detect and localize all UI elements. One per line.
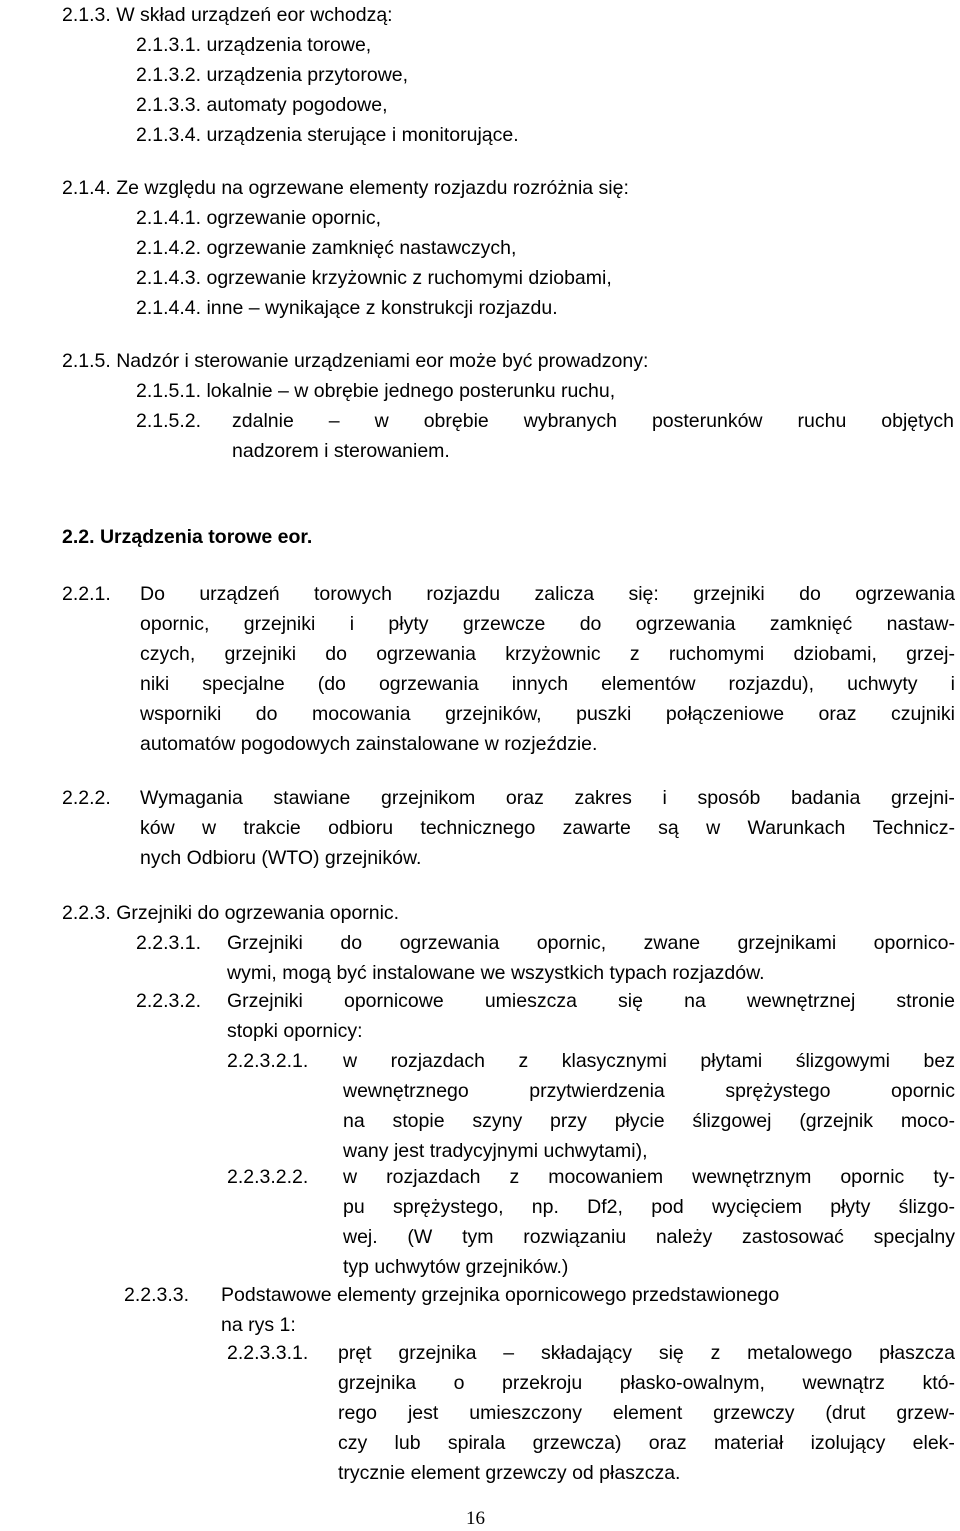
word: w xyxy=(201,817,217,839)
word: któ- xyxy=(922,1372,955,1394)
word: ślizgowymi xyxy=(795,1050,890,1072)
word: zawarte xyxy=(562,817,631,839)
word: opornic, xyxy=(536,932,607,954)
sublist-item-line xyxy=(343,1222,955,1252)
word: opornic xyxy=(891,1080,955,1102)
word: z xyxy=(509,1166,520,1188)
word: są xyxy=(658,817,679,839)
word: zwane xyxy=(643,932,701,954)
word: wybranych xyxy=(523,410,617,432)
word: grzew- xyxy=(896,1402,955,1424)
word: grzejniki xyxy=(224,643,297,665)
word: rozwiązaniu xyxy=(523,1226,627,1248)
word: pod xyxy=(651,1196,684,1218)
word: oraz xyxy=(818,703,857,725)
sublist-item-line: typ uchwytów grzejników.) xyxy=(343,1256,569,1278)
sublist-item-line: trycznie element grzewczy od płaszcza. xyxy=(338,1462,681,1484)
word: rozjazdu), xyxy=(728,673,815,695)
word: (W xyxy=(407,1226,433,1248)
word: ogrzewania xyxy=(635,613,736,635)
paragraph-number: 2.2.2. xyxy=(62,787,111,809)
word: tym xyxy=(462,1226,494,1248)
word: wycięciem xyxy=(712,1196,802,1218)
word: ślizgo- xyxy=(898,1196,955,1218)
word: specjalny xyxy=(873,1226,955,1248)
word: ruchomymi xyxy=(668,643,765,665)
word: stronie xyxy=(896,990,955,1012)
section-2-2-3-heading: 2.2.3. Grzejniki do ogrzewania opornic. xyxy=(62,902,400,924)
word: rozjazdu xyxy=(426,583,501,605)
word: torowych xyxy=(313,583,392,605)
word: w xyxy=(343,1166,358,1188)
word: izolujący xyxy=(810,1432,886,1454)
word: płasko-owalnym, xyxy=(619,1372,765,1394)
word: rego xyxy=(338,1402,378,1424)
word: obrębie xyxy=(423,410,489,432)
word: wewnątrz xyxy=(802,1372,885,1394)
list-item-line: nadzorem i sterowaniem. xyxy=(232,440,450,462)
word: opornico- xyxy=(873,932,955,954)
word: płyty xyxy=(388,613,429,635)
word: na xyxy=(684,990,706,1012)
word: umieszczony xyxy=(469,1402,582,1424)
word: grzejników, xyxy=(445,703,542,725)
word: do xyxy=(579,613,602,635)
word: umieszcza xyxy=(484,990,577,1012)
word: czych, xyxy=(140,643,196,665)
word: odbioru xyxy=(328,817,394,839)
word: w xyxy=(374,410,389,432)
word: pu xyxy=(343,1196,365,1218)
word: szyny xyxy=(472,1110,523,1132)
word: Wymagania xyxy=(140,787,243,809)
list-item-number: 2.2.3.3. xyxy=(124,1284,190,1306)
word: posterunków xyxy=(651,410,763,432)
list-item: 2.1.3.3. automaty pogodowe, xyxy=(136,94,388,116)
word: Technicz- xyxy=(872,817,955,839)
list-item-line: Podstawowe elementy grzejnika opornicowego przedstawionego xyxy=(221,1284,780,1306)
list-item: 2.1.5.1. lokalnie – w obrębie jednego posterunku ruchu, xyxy=(136,380,616,402)
list-item: 2.1.4.3. ogrzewanie krzyżownic z ruchomymi dziobami, xyxy=(136,267,612,289)
sublist-item-number: 2.2.3.2.1. xyxy=(227,1050,309,1072)
paragraph-line xyxy=(140,609,955,639)
word: sposób xyxy=(697,787,761,809)
list-item-number: 2.2.3.2. xyxy=(136,990,202,1012)
word: spirala xyxy=(447,1432,506,1454)
word: grzej- xyxy=(906,643,955,665)
word: grzejnikom xyxy=(380,787,476,809)
sublist-item-line xyxy=(343,1106,955,1136)
word: element xyxy=(612,1402,683,1424)
word: zdalnie xyxy=(232,410,294,432)
word: technicznego xyxy=(420,817,536,839)
word: oraz xyxy=(505,787,544,809)
word: przytwierdzenia xyxy=(529,1080,665,1102)
word: się: xyxy=(628,583,659,605)
word: do xyxy=(340,932,363,954)
word: do xyxy=(255,703,278,725)
word: w xyxy=(343,1050,358,1072)
word: niki xyxy=(140,673,170,695)
word: bez xyxy=(923,1050,955,1072)
sublist-item-line xyxy=(343,1162,955,1192)
word: pręt xyxy=(338,1342,372,1364)
list-item-line xyxy=(227,986,955,1016)
word: uchwyty xyxy=(847,673,918,695)
word: i xyxy=(349,613,355,635)
word: przy xyxy=(550,1110,587,1132)
list-item-line: na rys 1: xyxy=(221,1314,296,1336)
word: grzejni- xyxy=(890,787,955,809)
word: oraz xyxy=(648,1432,687,1454)
list-item: 2.1.4.1. ogrzewanie opornic, xyxy=(136,207,381,229)
list-item-line xyxy=(232,406,954,436)
word: zakres xyxy=(574,787,632,809)
word: lub xyxy=(394,1432,421,1454)
word: się xyxy=(618,990,643,1012)
sublist-item-line: wany jest tradycyjnymi uchwytami), xyxy=(343,1140,648,1162)
word: sprężystego xyxy=(725,1080,831,1102)
word: ogrzewania xyxy=(378,673,479,695)
word: sprężystego, xyxy=(392,1196,504,1218)
word: rozjazdach xyxy=(390,1050,485,1072)
word: stopie xyxy=(392,1110,445,1132)
word: płyty xyxy=(830,1196,871,1218)
word: stawiane xyxy=(273,787,351,809)
word: zalicza xyxy=(534,583,595,605)
section-2-1-5-heading: 2.1.5. Nadzór i sterowanie urządzeniami eor może być prowadzony: xyxy=(62,350,649,372)
sublist-item-line xyxy=(338,1428,955,1458)
word: ruchu xyxy=(797,410,847,432)
word: płytami xyxy=(700,1050,763,1072)
word: połączeniowe xyxy=(665,703,785,725)
word: płycie xyxy=(614,1110,665,1132)
word: składający xyxy=(540,1342,632,1364)
word: i xyxy=(662,787,667,809)
list-item-line: wymi, mogą być instalowane we wszystkich typach rozjazdów. xyxy=(227,962,765,984)
word: Warunkach xyxy=(747,817,846,839)
paragraph-line xyxy=(140,813,955,843)
word: (grzejnik xyxy=(799,1110,873,1132)
word: metalowego xyxy=(747,1342,853,1364)
word: o xyxy=(453,1372,465,1394)
paragraph-number: 2.2.1. xyxy=(62,583,111,605)
word: grzejniki xyxy=(693,583,765,605)
paragraph-line: automatów pogodowych zainstalowane w rozjeździe. xyxy=(140,733,598,755)
word: ty- xyxy=(933,1166,955,1188)
word: zastosować xyxy=(742,1226,844,1248)
word: grzejnika xyxy=(338,1372,417,1394)
word: grzewcza) xyxy=(532,1432,622,1454)
word: – xyxy=(328,410,340,432)
word: z xyxy=(518,1050,529,1072)
word: się xyxy=(658,1342,684,1364)
word: puszki xyxy=(576,703,632,725)
word: mocowaniem xyxy=(548,1166,664,1188)
word: elek- xyxy=(912,1432,955,1454)
word: grzewcze xyxy=(462,613,546,635)
word: opornicowe xyxy=(343,990,444,1012)
word: Df2, xyxy=(587,1196,623,1218)
sublist-item-line xyxy=(343,1046,955,1076)
word: ogrzewania xyxy=(855,583,955,605)
section-2-2-heading: 2.2. Urządzenia torowe eor. xyxy=(62,526,313,548)
word: ków xyxy=(140,817,175,839)
word: z xyxy=(629,643,640,665)
word: materiał xyxy=(713,1432,784,1454)
paragraph-line xyxy=(140,579,955,609)
word: zamknięć xyxy=(769,613,853,635)
word: trakcie xyxy=(243,817,301,839)
list-item-line: stopki opornicy: xyxy=(227,1020,363,1042)
word: nastaw- xyxy=(886,613,955,635)
section-2-1-4-heading: 2.1.4. Ze względu na ogrzewane elementy rozjazdu rozróżnia się: xyxy=(62,177,629,199)
word: jest xyxy=(407,1402,439,1424)
word: na xyxy=(343,1110,365,1132)
word: objętych xyxy=(881,410,954,432)
word: (drut xyxy=(825,1402,866,1424)
paragraph-line xyxy=(140,699,955,729)
sublist-item-line xyxy=(343,1076,955,1106)
list-item-number: 2.2.3.1. xyxy=(136,932,202,954)
word: wewnętrznym xyxy=(692,1166,812,1188)
word: w xyxy=(706,817,721,839)
word: – xyxy=(503,1342,515,1364)
word: do xyxy=(799,583,821,605)
word: wewnętrznego xyxy=(343,1080,469,1102)
paragraph-line xyxy=(140,639,955,669)
word: płaszcza xyxy=(879,1342,955,1364)
sublist-item-line xyxy=(338,1338,955,1368)
sublist-item-line xyxy=(338,1398,955,1428)
word: grzejniki xyxy=(243,613,316,635)
word: grzewczy xyxy=(713,1402,795,1424)
word: wsporniki xyxy=(140,703,222,725)
sublist-item-number: 2.2.3.3.1. xyxy=(227,1342,309,1364)
word: np. xyxy=(531,1196,559,1218)
sublist-item-line xyxy=(343,1192,955,1222)
section-2-1-3-heading: 2.1.3. W skład urządzeń eor wchodzą: xyxy=(62,4,393,26)
word: badania xyxy=(790,787,861,809)
list-item: 2.1.3.1. urządzenia torowe, xyxy=(136,34,372,56)
word: do xyxy=(325,643,347,665)
word: urządzeń xyxy=(199,583,280,605)
paragraph-line: nych Odbioru (WTO) grzejników. xyxy=(140,847,422,869)
list-item: 2.1.3.2. urządzenia przytorowe, xyxy=(136,64,409,86)
word: Grzejniki xyxy=(227,990,303,1012)
paragraph-line xyxy=(140,783,955,813)
word: krzyżownic xyxy=(505,643,601,665)
word: wej. xyxy=(343,1226,378,1248)
word: mocowania xyxy=(311,703,411,725)
word: czy xyxy=(338,1432,368,1454)
list-item: 2.1.3.4. urządzenia sterujące i monitorujące. xyxy=(136,124,519,146)
word: Grzejniki xyxy=(227,932,303,954)
word: z xyxy=(710,1342,721,1364)
list-item: 2.1.4.4. inne – wynikające z konstrukcji rozjazdu. xyxy=(136,297,558,319)
word: ogrzewania xyxy=(399,932,500,954)
word: grzejnika xyxy=(398,1342,477,1364)
word: klasycznymi xyxy=(561,1050,667,1072)
sublist-item-number: 2.2.3.2.2. xyxy=(227,1166,309,1188)
word: rozjazdach xyxy=(386,1166,481,1188)
list-item-number: 2.1.5.2. xyxy=(136,410,202,432)
word: ogrzewania xyxy=(376,643,476,665)
word: należy xyxy=(655,1226,713,1248)
word: Do xyxy=(140,583,165,605)
word: innych xyxy=(511,673,569,695)
paragraph-line xyxy=(140,669,955,699)
word: opornic, xyxy=(140,613,210,635)
word: specjalne xyxy=(202,673,285,695)
word: i xyxy=(950,673,955,695)
word: przekroju xyxy=(502,1372,583,1394)
word: czujniki xyxy=(890,703,955,725)
list-item-line xyxy=(227,928,955,958)
word: dziobami, xyxy=(793,643,877,665)
word: (do xyxy=(317,673,346,695)
word: elementów xyxy=(601,673,696,695)
word: moco- xyxy=(900,1110,955,1132)
word: grzejnikami xyxy=(737,932,837,954)
page-number: 16 xyxy=(466,1508,485,1529)
word: ślizgowej xyxy=(692,1110,772,1132)
word: wewnętrznej xyxy=(746,990,856,1012)
list-item: 2.1.4.2. ogrzewanie zamknięć nastawczych, xyxy=(136,237,517,259)
word: opornic xyxy=(840,1166,905,1188)
sublist-item-line xyxy=(338,1368,955,1398)
